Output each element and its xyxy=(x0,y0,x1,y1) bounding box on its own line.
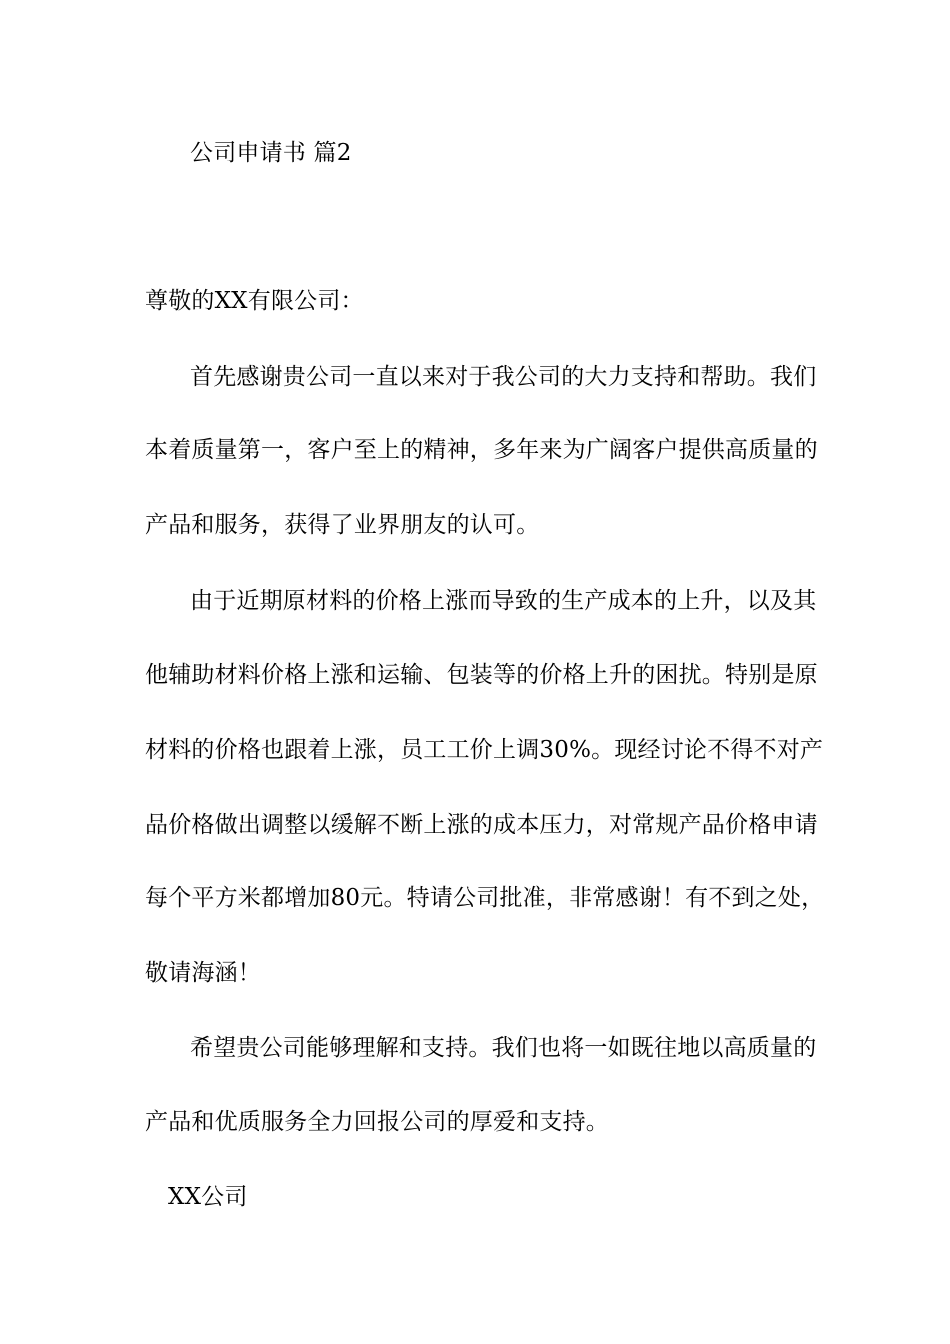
signature: XX公司 xyxy=(168,1184,248,1210)
salutation: 尊敬的XX有限公司： xyxy=(145,288,364,314)
paragraph-2-line-4: 品价格做出调整以缓解不断上涨的成本压力，对常规产品价格申请 xyxy=(145,812,818,838)
paragraph-1-line-1: 首先感谢贵公司一直以来对于我公司的大力支持和帮助。我们 xyxy=(190,364,817,390)
paragraph-1-line-3: 产品和服务，获得了业界朋友的认可。 xyxy=(145,512,540,538)
paragraph-2-line-3: 材料的价格也跟着上涨，员工工价上调30%。现经讨论不得不对产 xyxy=(145,737,824,763)
paragraph-1-line-2: 本着质量第一，客户至上的精神，多年来为广阔客户提供高质量的 xyxy=(145,437,818,463)
paragraph-3-line-1: 希望贵公司能够理解和支持。我们也将一如既往地以高质量的 xyxy=(190,1035,817,1061)
paragraph-2-line-6: 敬请海涵！ xyxy=(145,960,261,986)
paragraph-3-line-2: 产品和优质服务全力回报公司的厚爱和支持。 xyxy=(145,1109,609,1135)
paragraph-2-line-2: 他辅助材料价格上涨和运输、包装等的价格上升的困扰。特别是原 xyxy=(145,662,818,688)
paragraph-2-line-1: 由于近期原材料的价格上涨而导致的生产成本的上升，以及其 xyxy=(190,588,817,614)
paragraph-2-line-5: 每个平方米都增加80元。特请公司批准，非常感谢！有不到之处， xyxy=(145,885,825,911)
document-heading: 公司申请书 篇2 xyxy=(190,140,352,166)
